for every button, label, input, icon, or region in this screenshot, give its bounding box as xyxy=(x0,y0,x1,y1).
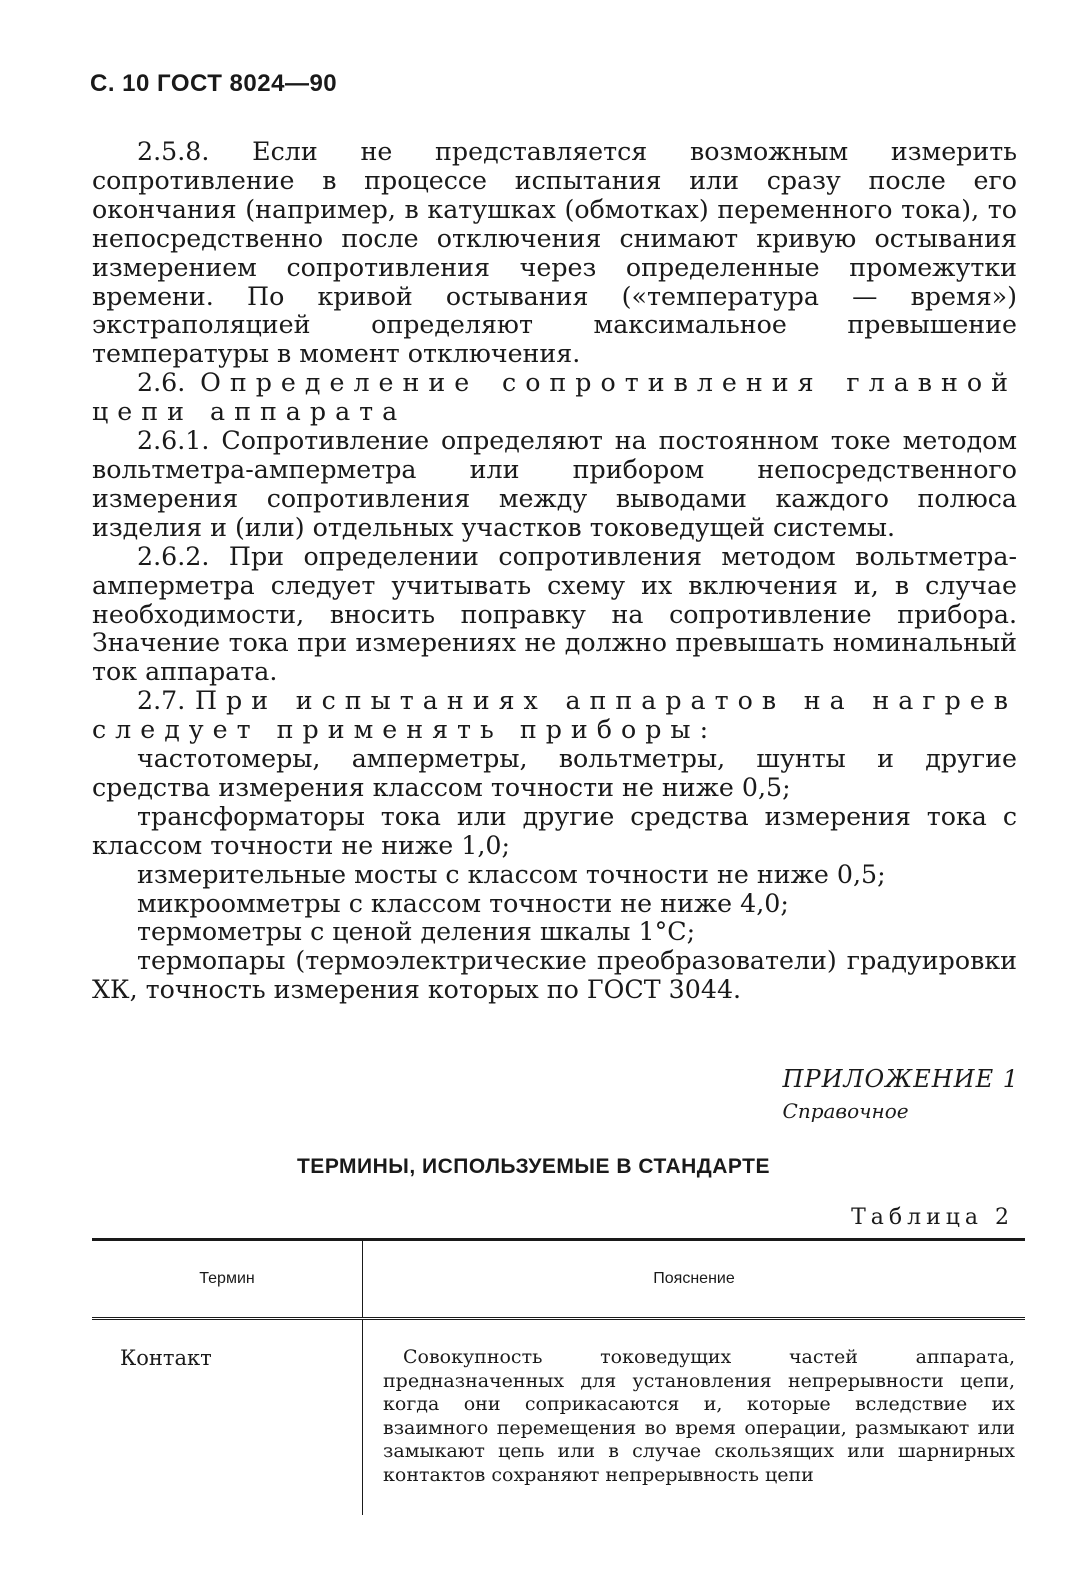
explanation-cell: Совокупность токоведущих частей аппарата, предназначенных для установления непрерывности цепи, когда они соприкасаются и, которые вследствие их взаимного перемещения во время операции, размыкают или замыкают цепь или в случае скользящих или шарнирных контактов сохраняют непрерывность цепи xyxy=(383,1346,1015,1486)
paragraph-2-7-heading xyxy=(92,687,1017,745)
table-caption: Таблица 2 xyxy=(851,1205,1014,1230)
table-row-end xyxy=(92,1488,1025,1515)
section-title-2-6: Определение сопротивления главной цепи аппарата xyxy=(92,368,1017,427)
instrument-item: частотомеры, амперметры, вольтметры, шунты и другие средства измерения классом точности не ниже 0,5; xyxy=(92,744,1017,802)
term-cell: Контакт xyxy=(92,1319,363,1489)
appendix-label xyxy=(783,1065,1019,1123)
paragraph-2-6-2: 2.6.2. При определении сопротивления методом вольтметра-амперметра следует учитывать схему их включения и, в случае необходимости, вносить поправку на сопротивление прибора. Значение тока при измерениях не должно превышать номинальный ток аппарата. xyxy=(92,541,1017,687)
paragraph-2-5-8: 2.5.8. Если не представляется возможным измерить сопротивление в процессе испытания или сразу после его окончания (например, в катушках (обмотках) переменного тока), то непосредственно после отключения снимают кривую остывания измерением сопротивления через определенные промежутки времени. По кривой остывания («температура — время») экстраполяцией определяют максимальное превышение температуры в момент отключения. xyxy=(92,137,1017,369)
instrument-item: термопары (термоэлектрические преобразователи) градуировки ХК, точность измерения которых по ГОСТ 3044. xyxy=(92,946,1017,1005)
column-header-term: Термин xyxy=(92,1240,363,1319)
page-header: С. 10 ГОСТ 8024—90 xyxy=(90,70,338,97)
instrument-item: трансформаторы тока или другие средства измерения тока с классом точности не ниже 1,0; xyxy=(92,801,1017,860)
term-cell-spacer xyxy=(92,1488,363,1515)
instrument-item: термометры с ценой деления шкалы 1°С; xyxy=(137,917,696,947)
section-number-2-7: 2.7. xyxy=(137,686,186,716)
body-text xyxy=(92,138,1017,1005)
table-header-row xyxy=(92,1240,1025,1319)
instrument-item: микроомметры с классом точности не ниже 4,0; xyxy=(137,888,789,918)
appendix-title: ПРИЛОЖЕНИЕ 1 xyxy=(782,1065,1019,1093)
terms-section-title: ТЕРМИНЫ, ИСПОЛЬЗУЕМЫЕ В СТАНДАРТЕ xyxy=(296,1155,770,1178)
explanation-cell-spacer xyxy=(363,1488,1026,1515)
column-header-explanation: Пояснение xyxy=(363,1240,1026,1319)
table-row xyxy=(92,1319,1025,1489)
paragraph-2-6-heading xyxy=(92,369,1017,427)
instrument-item: измерительные мосты с классом точности не ниже 0,5; xyxy=(137,859,886,889)
paragraph-2-6-1: 2.6.1. Сопротивление определяют на постоянном токе методом вольтметра-амперметра или прибором непосредственного измерения сопротивления между выводами каждого полюса изделия и (или) отдельных участков токоведущей системы. xyxy=(92,426,1017,542)
appendix-subtitle: Справочное xyxy=(782,1099,909,1123)
section-title-2-7: При испытаниях аппаратов на нагрев следует применять приборы: xyxy=(92,686,1018,745)
terms-table xyxy=(92,1238,1025,1515)
section-number-2-6: 2.6. xyxy=(137,368,186,398)
